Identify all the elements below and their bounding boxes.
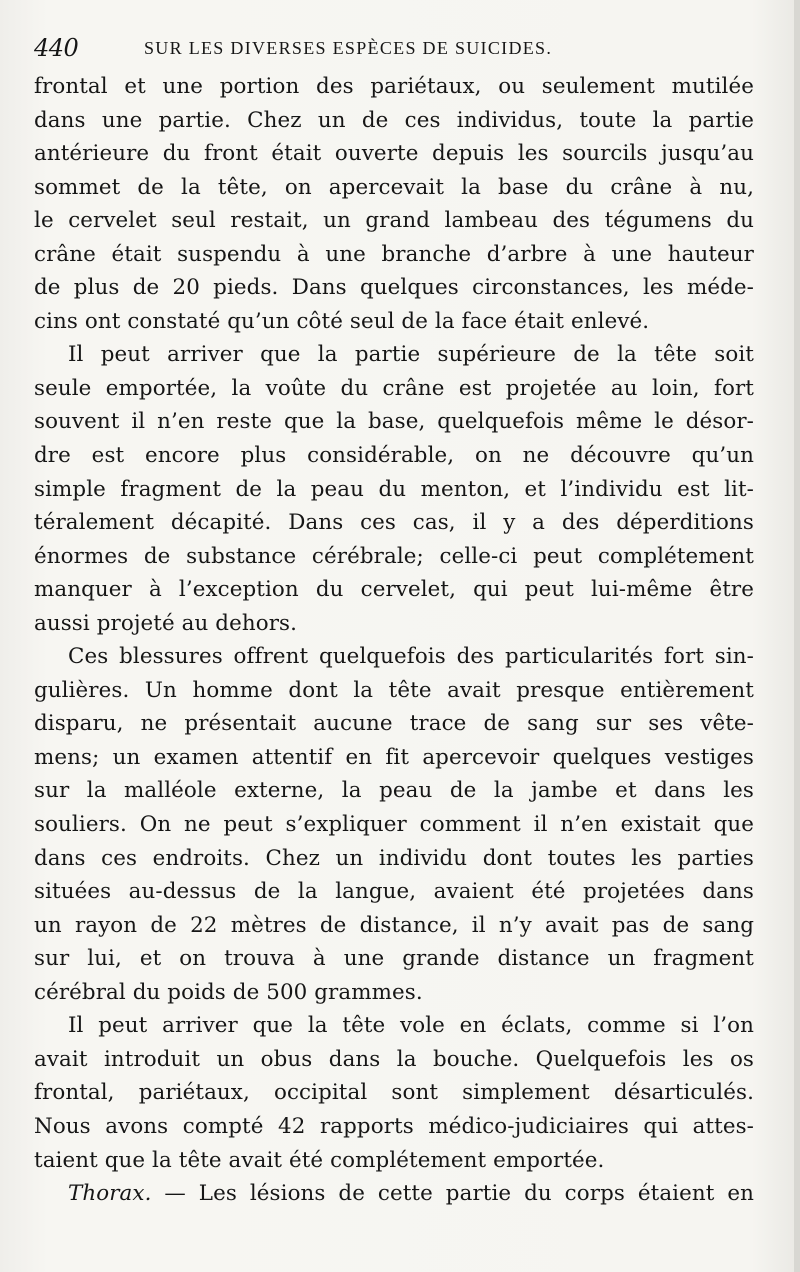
- text-line: aussi projeté au dehors.: [34, 610, 298, 636]
- text-line: sommet de la tête, on apercevait la base du crâne à nu,: [34, 174, 754, 200]
- text-line: de plus de 20 pieds. Dans quelques circonstances, les méde-: [34, 275, 754, 301]
- text-line: frontal et une portion des pariétaux, ou seulement mutilée: [34, 74, 754, 99]
- text-line: un rayon de 22 mètres de distance, il n’y avait pas de sang: [34, 912, 754, 938]
- text-line: antérieure du front était ouverte depuis les sourcils jusqu’au: [34, 141, 754, 167]
- page-edge: [794, 0, 800, 1272]
- section-heading-thorax: Thorax.: [68, 1181, 152, 1207]
- text-line: souliers. On ne peut s’expliquer comment il n’en existait que: [34, 812, 754, 838]
- page-number: 440: [34, 34, 79, 62]
- text-line: seule emportée, la voûte du crâne est projetée au loin, fort: [34, 375, 754, 401]
- text-line: situées au-dessus de la langue, avaient été projetées dans: [34, 879, 754, 905]
- text-line: Nous avons compté 42 rapports médico-judiciaires qui attes-: [34, 1113, 754, 1139]
- text-line: téralement décapité. Dans ces cas, il y a des déperditions: [34, 510, 754, 536]
- text-line: frontal, pariétaux, occipital sont simplement désarticulés.: [34, 1080, 754, 1106]
- text-line: [34, 1177, 754, 1211]
- text-line: dans une partie. Chez un de ces individus, toute la partie: [34, 107, 754, 133]
- text-line: Il peut arriver que la tête vole en éclats, comme si l’on: [68, 1013, 754, 1039]
- running-head: SUR LES DIVERSES ESPÈCES DE SUICIDES.: [144, 38, 553, 58]
- text-line: mens; un examen attentif en fit apercevoir quelques vestiges: [34, 744, 754, 770]
- text-line: cérébral du poids de 500 grammes.: [34, 979, 423, 1005]
- text-line: le cervelet seul restait, un grand lambeau des tégumens du: [34, 208, 754, 234]
- text-fragment: — Les lésions de cette partie du corps étaient en: [151, 1181, 754, 1207]
- page-header: [34, 34, 734, 64]
- text-line: avait introduit un obus dans la bouche. Quelquefois les os: [34, 1046, 754, 1072]
- text-line: dans ces endroits. Chez un individu dont toutes les parties: [34, 845, 754, 871]
- text-line: sur lui, et on trouva à une grande distance un fragment: [34, 946, 754, 972]
- text-line: simple fragment de la peau du menton, et l’individu est lit-: [34, 476, 754, 502]
- text-line: sur la malléole externe, la peau de la jambe et dans les: [34, 778, 754, 804]
- text-line: Il peut arriver que la partie supérieure de la tête soit: [68, 342, 754, 368]
- text-line: taient que la tête avait été complétement emportée.: [34, 1147, 605, 1173]
- body-text: [34, 70, 754, 1211]
- text-line: dre est encore plus considérable, on ne découvre qu’un: [34, 443, 754, 469]
- text-line: gulières. Un homme dont la tête avait presque entièrement: [34, 677, 754, 703]
- text-line: souvent il n’en reste que la base, quelquefois même le désor-: [34, 409, 754, 435]
- text-line: disparu, ne présentait aucune trace de sang sur ses vête-: [34, 711, 754, 737]
- text-line: crâne était suspendu à une branche d’arbre à une hauteur: [34, 241, 754, 267]
- text-line: manquer à l’exception du cervelet, qui peut lui-même être: [34, 577, 754, 603]
- text-line: énormes de substance cérébrale; celle-ci peut complétement: [34, 543, 754, 569]
- text-line: cins ont constaté qu’un côté seul de la face était enlevé.: [34, 308, 650, 334]
- text-line: Ces blessures offrent quelquefois des particularités fort sin-: [68, 644, 754, 670]
